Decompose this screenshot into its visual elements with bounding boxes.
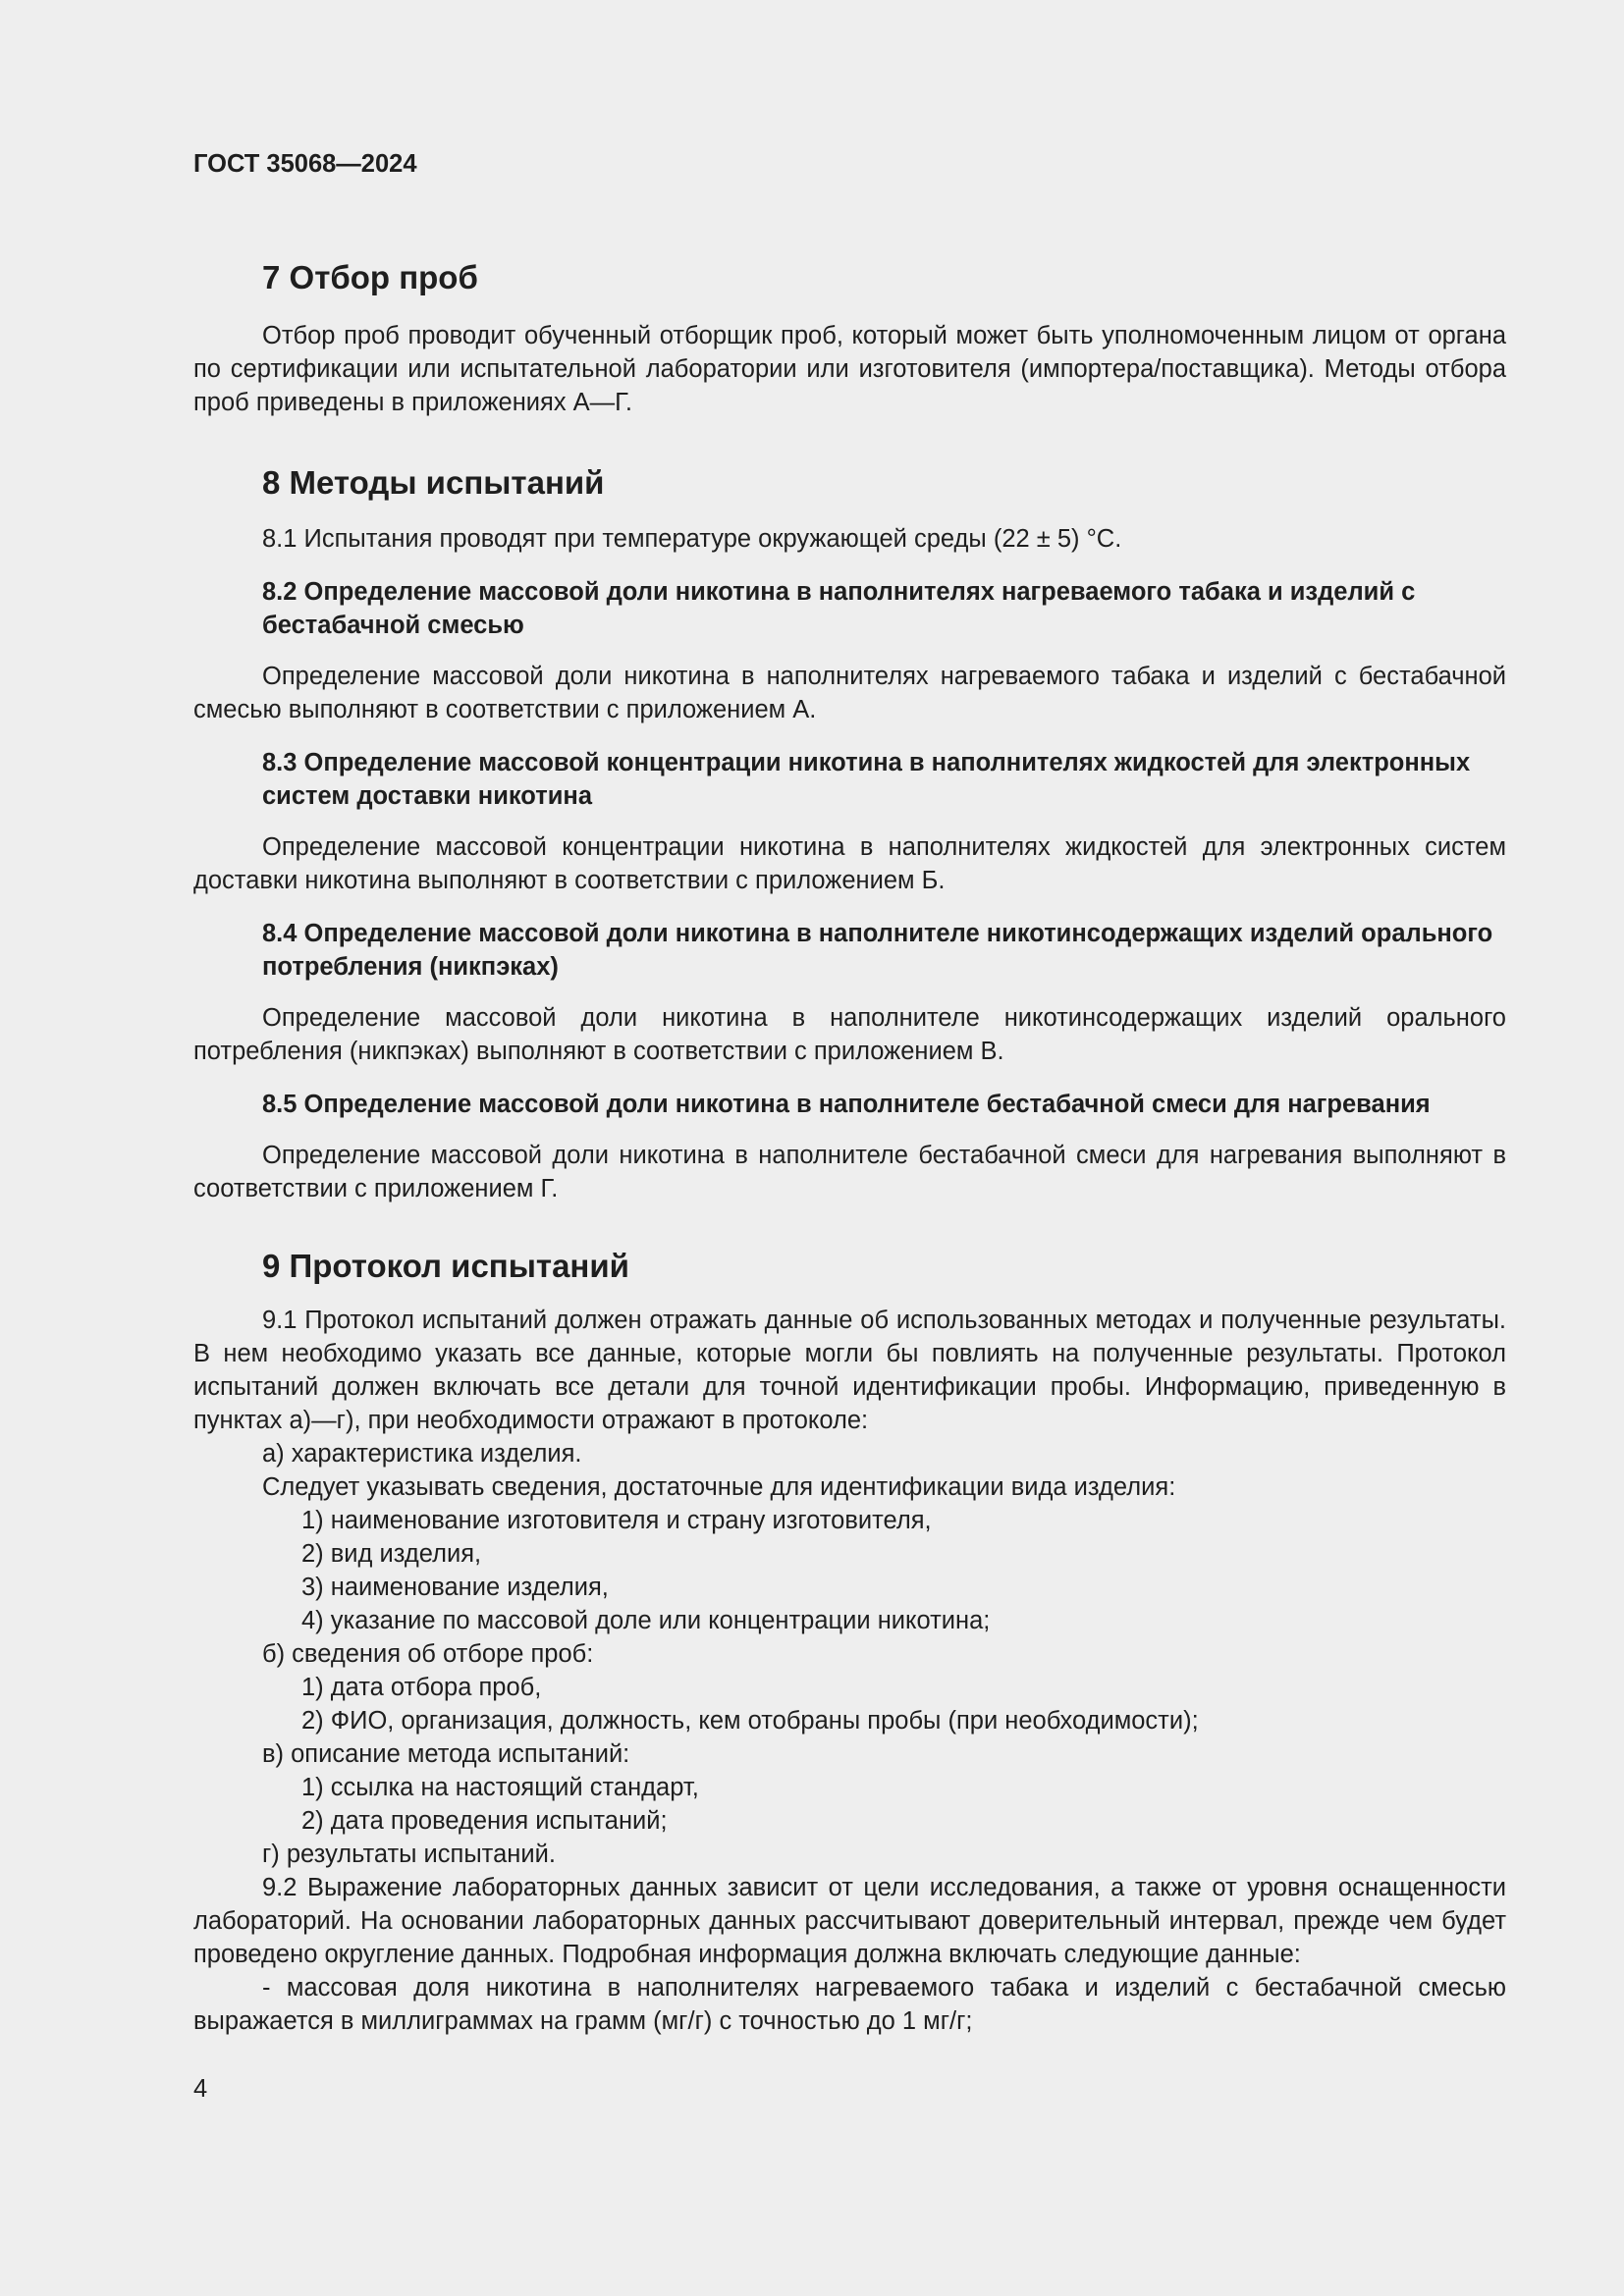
- clause-8-2-text: Определение массовой доли никотина в наполнителях нагреваемого табака и изделий с бестабачной смесью выполняют в соответствии с приложением А.: [193, 663, 1506, 723]
- clause-8-4-heading: 8.4 Определение массовой доли никотина в наполнителе никотинсодержащих изделий орального потребления (никпэках): [262, 920, 1493, 981]
- list-item-c-2: 2) дата проведения испытаний;: [301, 1807, 668, 1835]
- clause-8-3-text: Определение массовой концентрации никотина в наполнителях жидкостей для электронных систем доставки никотина выполняют в соответствии с приложением Б.: [193, 833, 1506, 894]
- list-item-a-1: 1) наименование изготовителя и страну изготовителя,: [301, 1507, 932, 1534]
- list-item-b-1: 1) дата отбора проб,: [301, 1674, 542, 1701]
- page-number: 4: [193, 2075, 208, 2103]
- clause-8-5-heading: 8.5 Определение массовой доли никотина в наполнителе бестабачной смеси для нагревания: [262, 1091, 1431, 1118]
- clause-8-2-heading: 8.2 Определение массовой доли никотина в наполнителях нагреваемого табака и изделий с бестабачной смесью: [262, 578, 1416, 639]
- document-code: ГОСТ 35068—2024: [193, 150, 417, 178]
- list-item-c-1: 1) ссылка на настоящий стандарт,: [301, 1774, 699, 1801]
- list-item-d: г) результаты испытаний.: [262, 1841, 556, 1868]
- clause-8-1: 8.1 Испытания проводят при температуре окружающей среды (22 ± 5) °С.: [262, 525, 1122, 553]
- section-7-paragraph: Отбор проб проводит обученный отборщик проб, который может быть уполномоченным лицом от органа по сертификации или испытательной лаборатории или изготовителя (импортера/поставщика). Методы отбора проб приведены в приложениях А—Г.: [193, 322, 1506, 416]
- section-9-title: 9 Протокол испытаний: [262, 1248, 629, 1284]
- clause-8-5-text: Определение массовой доли никотина в наполнителе бестабачной смеси для нагревания выполняют в соответствии с приложением Г.: [193, 1142, 1506, 1202]
- clause-8-4-text: Определение массовой доли никотина в наполнителе никотинсодержащих изделий орального потребления (никпэках) выполняют в соответствии с приложением В.: [193, 1004, 1506, 1065]
- page-content: [193, 147, 1506, 2038]
- clause-9-1: 9.1 Протокол испытаний должен отражать данные об использованных методах и полученные результаты. В нем необходимо указать все данные, которые могли бы повлиять на полученные результаты. Протокол испытаний должен включать все детали для точной идентификации пробы. Информацию, приведенную в пунктах а)—г), при необходимости отражают в протоколе:: [193, 1307, 1506, 1434]
- clause-8-3-heading: 8.3 Определение массовой концентрации никотина в наполнителях жидкостей для электронных систем доставки никотина: [262, 749, 1471, 810]
- section-7-title: 7 Отбор проб: [262, 259, 478, 295]
- list-item-c: в) описание метода испытаний:: [262, 1740, 630, 1768]
- list-item-a: а) характеристика изделия.: [262, 1440, 582, 1468]
- list-item-a-note: Следует указывать сведения, достаточные для идентификации вида изделия:: [262, 1473, 1176, 1501]
- list-item-b-2: 2) ФИО, организация, должность, кем отобраны пробы (при необходимости);: [301, 1707, 1199, 1735]
- dash-item-1: - массовая доля никотина в наполнителях нагреваемого табака и изделий с бестабачной смесью выражается в миллиграммах на грамм (мг/г) с точностью до 1 мг/г;: [193, 1974, 1506, 2035]
- clause-9-2: 9.2 Выражение лабораторных данных зависит от цели исследования, а также от уровня оснащенности лабораторий. На основании лабораторных данных рассчитывают доверительный интервал, прежде чем будет проведено округление данных. Подробная информация должна включать следующие данные:: [193, 1874, 1506, 1968]
- list-item-a-4: 4) указание по массовой доле или концентрации никотина;: [301, 1607, 991, 1634]
- list-item-a-2: 2) вид изделия,: [301, 1540, 482, 1568]
- section-8-title: 8 Методы испытаний: [262, 464, 605, 501]
- list-item-b: б) сведения об отборе проб:: [262, 1640, 594, 1668]
- list-item-a-3: 3) наименование изделия,: [301, 1574, 609, 1601]
